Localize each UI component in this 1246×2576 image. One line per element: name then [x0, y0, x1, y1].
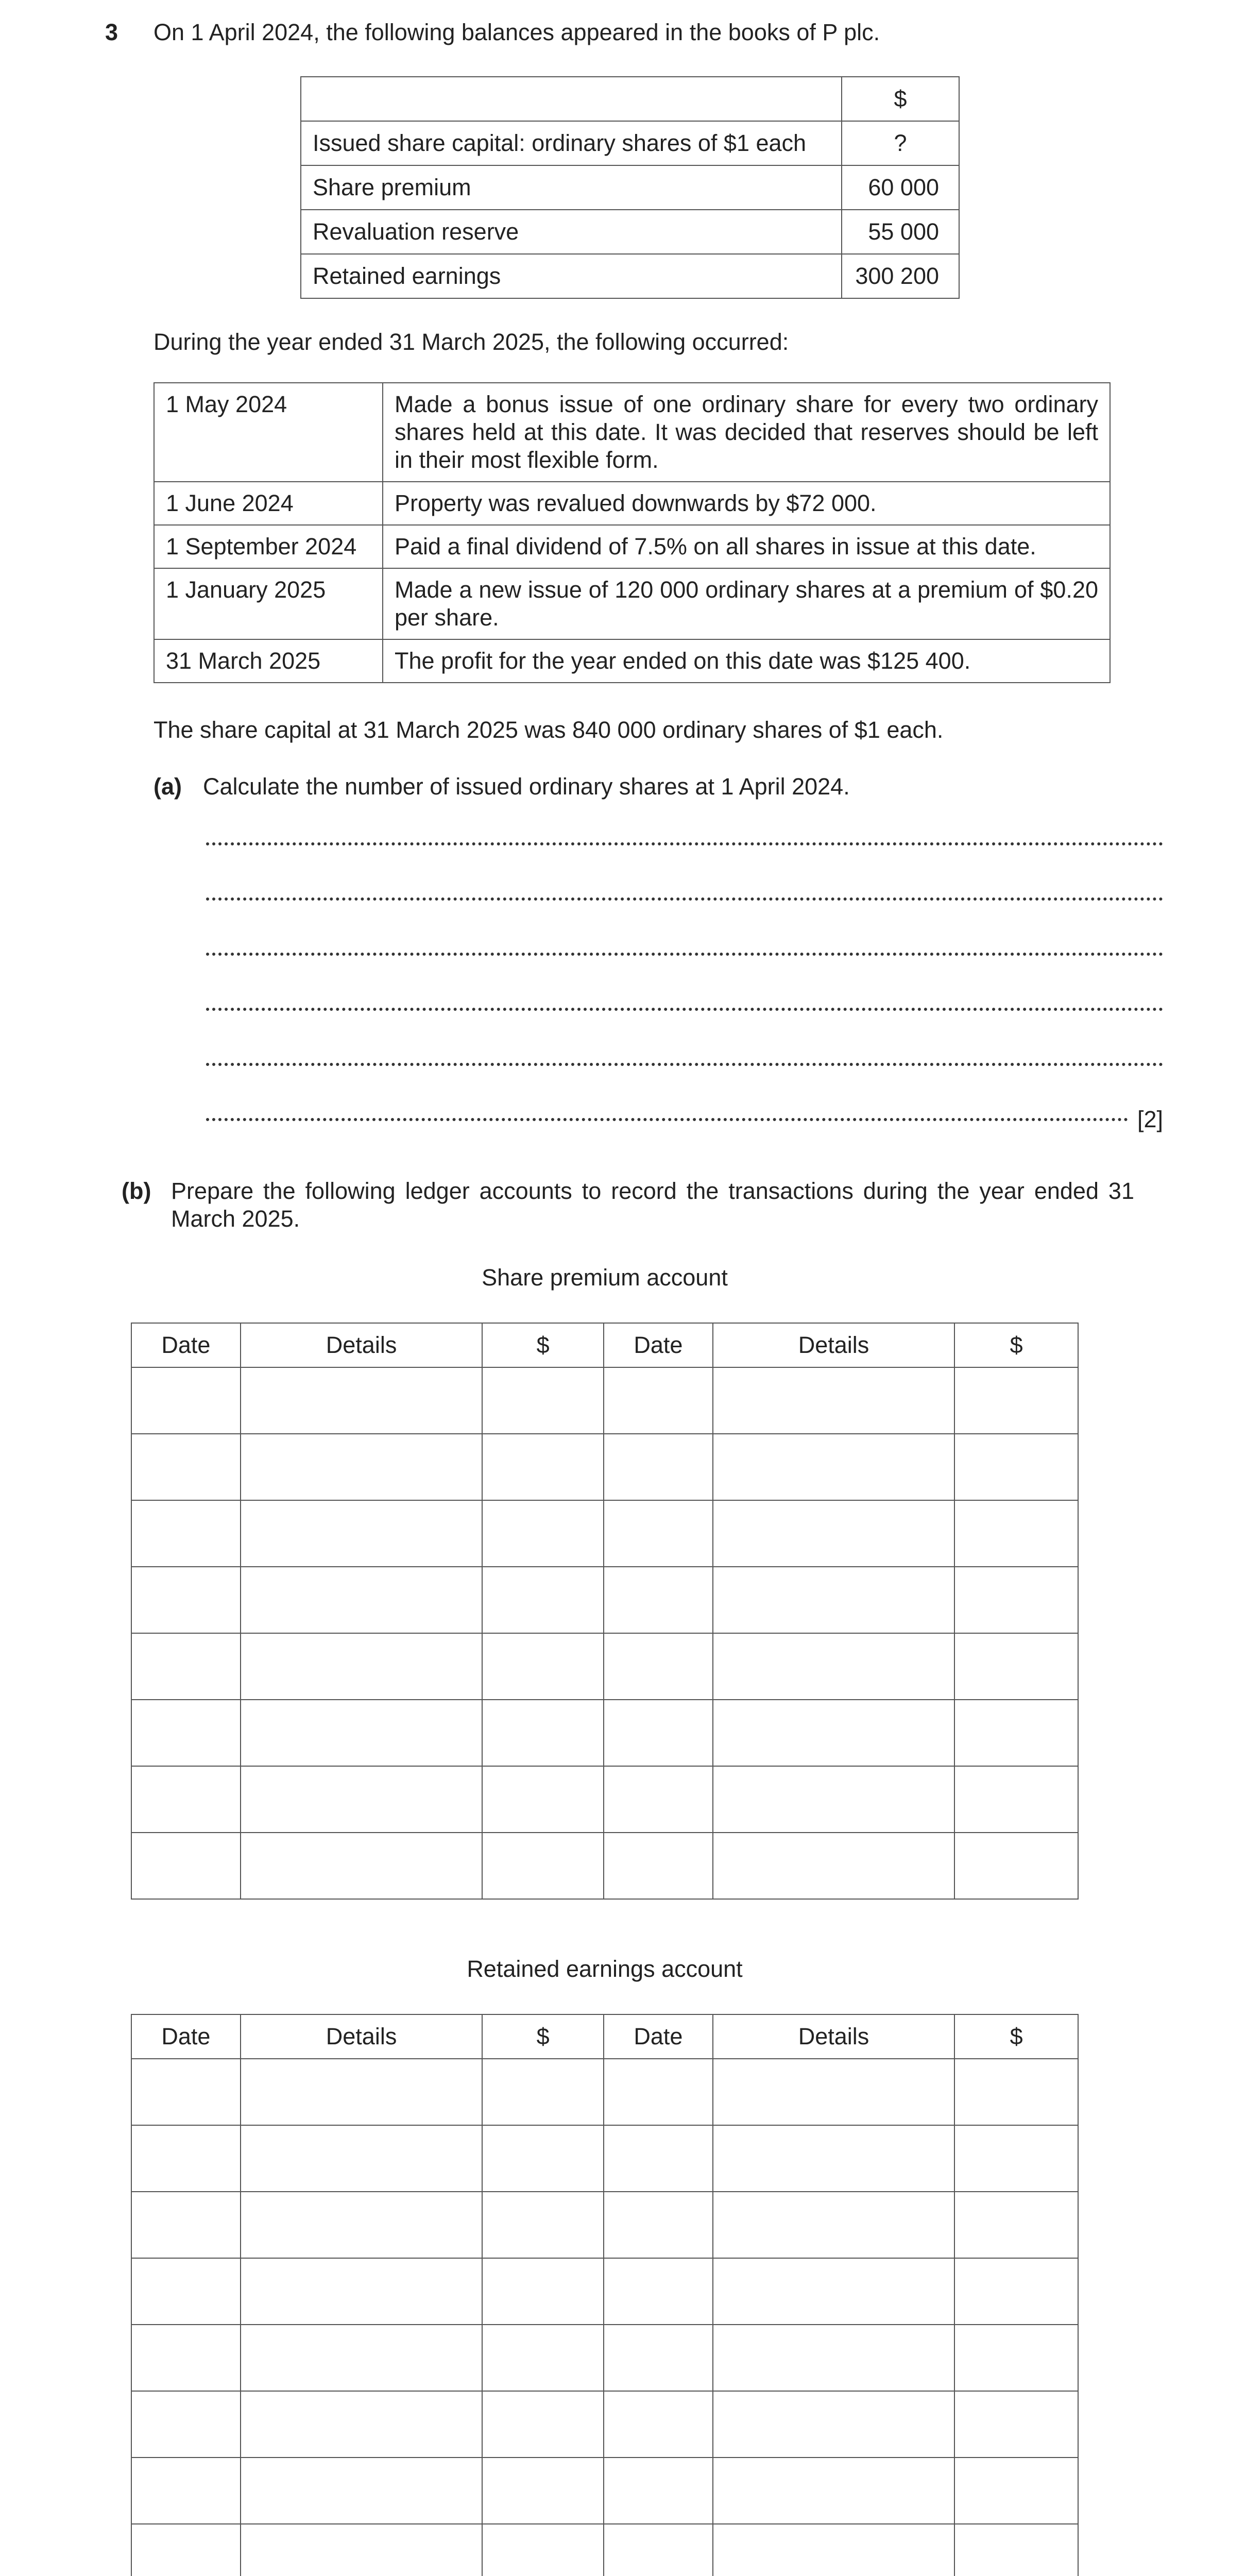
ledger-cell[interactable]: [241, 1700, 482, 1766]
ledger-cell[interactable]: [131, 2125, 241, 2192]
balance-label: Retained earnings: [301, 254, 842, 298]
ledger-row: [131, 2059, 1078, 2125]
retained-earnings-title: Retained earnings account: [467, 1956, 743, 1982]
table-row: [301, 77, 959, 121]
event-date: 1 May 2024: [154, 383, 383, 482]
ledger-cell[interactable]: [713, 1367, 954, 1434]
ledger-cell[interactable]: [241, 2059, 482, 2125]
ledger-row: [131, 1766, 1078, 1833]
answer-line[interactable]: [206, 897, 1163, 901]
ledger-cell[interactable]: [954, 1500, 1078, 1567]
balance-amount: 300 200: [842, 254, 959, 298]
ledger-row: [131, 1700, 1078, 1766]
ledger-cell[interactable]: [604, 2325, 713, 2391]
table-header-cell: $: [842, 77, 959, 121]
ledger-cell[interactable]: [954, 2391, 1078, 2458]
ledger-header-date: Date: [604, 1323, 713, 1367]
ledger-cell[interactable]: [713, 2391, 954, 2458]
ledger-header-amount: $: [954, 2014, 1078, 2059]
ledger-cell[interactable]: [713, 2458, 954, 2524]
ledger-row: [131, 1567, 1078, 1633]
retained-earnings-ledger: [131, 2014, 1079, 2576]
balance-label: Issued share capital: ordinary shares of $1 each: [301, 121, 842, 165]
ledger-cell[interactable]: [131, 1434, 241, 1500]
ledger-cell[interactable]: [482, 1567, 604, 1633]
ledger-cell[interactable]: [241, 2325, 482, 2391]
ledger-cell[interactable]: [131, 1500, 241, 1567]
part-a-text: Calculate the number of issued ordinary shares at 1 April 2024.: [203, 773, 850, 800]
ledger-cell[interactable]: [713, 2192, 954, 2258]
ledger-cell[interactable]: [131, 2458, 241, 2524]
ledger-cell[interactable]: [241, 2258, 482, 2325]
ledger-cell[interactable]: [713, 2258, 954, 2325]
ledger-cell[interactable]: [482, 1367, 604, 1434]
ledger-cell[interactable]: [241, 1833, 482, 1899]
ledger-row: [131, 1833, 1078, 1899]
ledger-cell[interactable]: [241, 1766, 482, 1833]
ledger-cell[interactable]: [482, 2325, 604, 2391]
ledger-cell[interactable]: [482, 2192, 604, 2258]
question-intro: On 1 April 2024, the following balances appeared in the books of P plc.: [153, 19, 880, 45]
ledger-cell[interactable]: [954, 2258, 1078, 2325]
ledger-cell[interactable]: [954, 1766, 1078, 1833]
event-date: 1 January 2025: [154, 568, 383, 639]
ledger-header-date: Date: [604, 2014, 713, 2059]
table-header-cell: [301, 77, 842, 121]
part-b-label: (b): [122, 1178, 151, 1204]
event-description: Paid a final dividend of 7.5% on all shares in issue at this date.: [383, 525, 1110, 568]
ledger-cell[interactable]: [604, 2391, 713, 2458]
ledger-cell[interactable]: [604, 2458, 713, 2524]
ledger-cell[interactable]: [954, 1833, 1078, 1899]
answer-line[interactable]: [206, 1008, 1163, 1011]
ledger-cell[interactable]: [241, 1367, 482, 1434]
ledger-cell[interactable]: [131, 2524, 241, 2576]
ledger-cell[interactable]: [482, 1766, 604, 1833]
event-date: 31 March 2025: [154, 639, 383, 683]
ledger-cell[interactable]: [954, 2458, 1078, 2524]
ledger-row: [131, 2192, 1078, 2258]
ledger-cell[interactable]: [713, 2325, 954, 2391]
table-row: [301, 210, 959, 254]
ledger-cell[interactable]: [604, 1700, 713, 1766]
ledger-cell[interactable]: [604, 2059, 713, 2125]
share-capital-note: The share capital at 31 March 2025 was 840 000 ordinary shares of $1 each.: [153, 717, 944, 743]
ledger-header-details: Details: [713, 1323, 954, 1367]
ledger-cell[interactable]: [241, 2524, 482, 2576]
balance-label: Revaluation reserve: [301, 210, 842, 254]
question-number: 3: [105, 19, 118, 45]
ledger-cell[interactable]: [954, 2524, 1078, 2576]
ledger-cell[interactable]: [954, 1633, 1078, 1700]
year-intro: During the year ended 31 March 2025, the following occurred:: [153, 329, 789, 355]
ledger-header-amount: $: [482, 2014, 604, 2059]
event-description: Property was revalued downwards by $72 000.: [383, 482, 1110, 525]
ledger-cell[interactable]: [604, 1833, 713, 1899]
share-premium-ledger: [131, 1323, 1079, 1900]
ledger-cell[interactable]: [954, 1367, 1078, 1434]
table-row: [154, 568, 1110, 639]
answer-line[interactable]: [206, 842, 1163, 845]
ledger-cell[interactable]: [482, 1434, 604, 1500]
ledger-row: [131, 2325, 1078, 2391]
balance-amount: 60 000: [842, 165, 959, 210]
ledger-cell[interactable]: [241, 2192, 482, 2258]
ledger-cell[interactable]: [241, 1567, 482, 1633]
ledger-cell[interactable]: [482, 1633, 604, 1700]
table-row: [154, 639, 1110, 683]
ledger-row: [131, 2524, 1078, 2576]
ledger-cell[interactable]: [713, 1700, 954, 1766]
ledger-cell[interactable]: [713, 1833, 954, 1899]
share-premium-title: Share premium account: [482, 1264, 728, 1291]
table-row: [154, 482, 1110, 525]
ledger-cell[interactable]: [604, 2192, 713, 2258]
ledger-cell[interactable]: [131, 1567, 241, 1633]
ledger-cell[interactable]: [713, 1633, 954, 1700]
ledger-cell[interactable]: [241, 1633, 482, 1700]
part-a-label: (a): [153, 773, 182, 800]
ledger-cell[interactable]: [604, 1500, 713, 1567]
ledger-cell[interactable]: [713, 1766, 954, 1833]
ledger-cell[interactable]: [954, 1567, 1078, 1633]
ledger-cell[interactable]: [954, 1700, 1078, 1766]
ledger-cell[interactable]: [131, 2192, 241, 2258]
part-b-text: Prepare the following ledger accounts to record the transactions during the year ended 31 March 2025.: [171, 1178, 1134, 1232]
ledger-cell[interactable]: [713, 2524, 954, 2576]
ledger-cell[interactable]: [131, 2258, 241, 2325]
answer-line[interactable]: [206, 1118, 1128, 1121]
table-row: [154, 383, 1110, 482]
ledger-cell[interactable]: [482, 1500, 604, 1567]
ledger-cell[interactable]: [131, 1833, 241, 1899]
ledger-cell[interactable]: [604, 1633, 713, 1700]
event-description: Made a new issue of 120 000 ordinary shares at a premium of $0.20 per share.: [383, 568, 1110, 639]
ledger-row: [131, 2125, 1078, 2192]
ledger-cell[interactable]: [241, 2125, 482, 2192]
ledger-cell[interactable]: [954, 2125, 1078, 2192]
balance-amount: ?: [842, 121, 959, 165]
event-description: The profit for the year ended on this date was $125 400.: [383, 639, 1110, 683]
ledger-header-details: Details: [241, 2014, 482, 2059]
ledger-cell[interactable]: [482, 1700, 604, 1766]
ledger-cell[interactable]: [482, 2524, 604, 2576]
ledger-header-date: Date: [131, 2014, 241, 2059]
ledger-cell[interactable]: [241, 1500, 482, 1567]
ledger-cell[interactable]: [131, 1766, 241, 1833]
ledger-cell[interactable]: [713, 1567, 954, 1633]
ledger-cell[interactable]: [713, 2125, 954, 2192]
answer-line[interactable]: [206, 953, 1163, 956]
ledger-cell[interactable]: [482, 2258, 604, 2325]
table-row: [301, 254, 959, 298]
ledger-cell[interactable]: [241, 2391, 482, 2458]
ledger-cell[interactable]: [482, 2391, 604, 2458]
ledger-row: [131, 1633, 1078, 1700]
ledger-cell[interactable]: [954, 2192, 1078, 2258]
ledger-cell[interactable]: [241, 2458, 482, 2524]
ledger-cell[interactable]: [954, 2059, 1078, 2125]
ledger-cell[interactable]: [954, 1434, 1078, 1500]
ledger-header-details: Details: [713, 2014, 954, 2059]
event-description: Made a bonus issue of one ordinary share for every two ordinary shares held at this date. It was decided that reserves should be left in their most flexible form.: [383, 383, 1110, 482]
ledger-cell[interactable]: [241, 1434, 482, 1500]
ledger-cell[interactable]: [604, 1766, 713, 1833]
ledger-cell[interactable]: [482, 2059, 604, 2125]
table-row: [301, 165, 959, 210]
ledger-cell[interactable]: [604, 1367, 713, 1434]
ledger-cell[interactable]: [954, 2325, 1078, 2391]
ledger-row: [131, 1500, 1078, 1567]
ledger-cell[interactable]: [713, 1434, 954, 1500]
ledger-header-row: [131, 2014, 1078, 2059]
ledger-cell[interactable]: [713, 2059, 954, 2125]
ledger-cell[interactable]: [604, 2125, 713, 2192]
ledger-header-details: Details: [241, 1323, 482, 1367]
events-table: [153, 382, 1111, 683]
ledger-cell[interactable]: [131, 1700, 241, 1766]
ledger-cell[interactable]: [131, 1633, 241, 1700]
balance-amount: 55 000: [842, 210, 959, 254]
ledger-cell[interactable]: [482, 2458, 604, 2524]
balances-table: [300, 76, 960, 299]
ledger-header-date: Date: [131, 1323, 241, 1367]
ledger-cell[interactable]: [482, 2125, 604, 2192]
ledger-cell[interactable]: [131, 2059, 241, 2125]
ledger-header-amount: $: [954, 1323, 1078, 1367]
ledger-cell[interactable]: [131, 2391, 241, 2458]
ledger-row: [131, 1434, 1078, 1500]
ledger-header-amount: $: [482, 1323, 604, 1367]
balance-label: Share premium: [301, 165, 842, 210]
ledger-cell[interactable]: [604, 2258, 713, 2325]
table-row: [301, 121, 959, 165]
ledger-row: [131, 1367, 1078, 1434]
ledger-cell[interactable]: [482, 1833, 604, 1899]
event-date: 1 June 2024: [154, 482, 383, 525]
ledger-row: [131, 2391, 1078, 2458]
ledger-cell[interactable]: [131, 1367, 241, 1434]
ledger-row: [131, 2458, 1078, 2524]
ledger-cell[interactable]: [713, 1500, 954, 1567]
event-date: 1 September 2024: [154, 525, 383, 568]
ledger-cell[interactable]: [604, 2524, 713, 2576]
part-a-marks: [2]: [1137, 1106, 1163, 1132]
ledger-row: [131, 2258, 1078, 2325]
ledger-cell[interactable]: [131, 2325, 241, 2391]
ledger-cell[interactable]: [604, 1567, 713, 1633]
answer-line[interactable]: [206, 1063, 1163, 1066]
ledger-header-row: [131, 1323, 1078, 1367]
ledger-cell[interactable]: [604, 1434, 713, 1500]
table-row: [154, 525, 1110, 568]
